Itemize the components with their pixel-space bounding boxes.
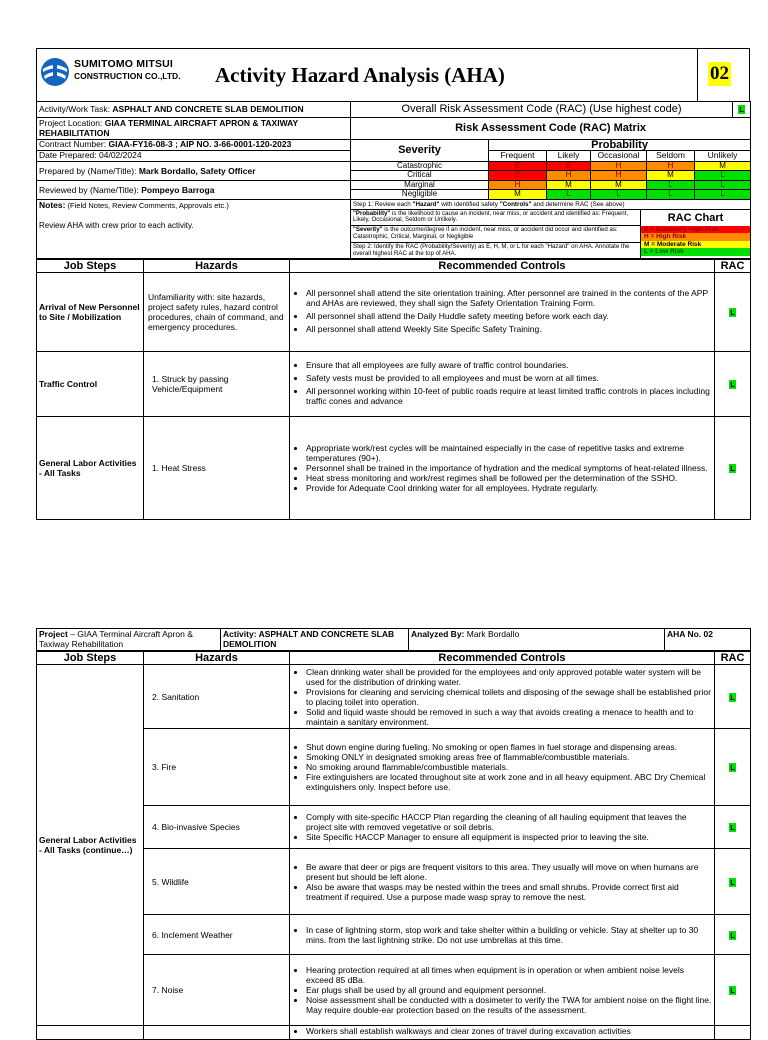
control-item: • Ensure that all employees are fully aware of traffic control boundaries. [306, 360, 712, 370]
col-job-steps: Job Steps [37, 260, 144, 273]
col-hazards: Hazards [144, 652, 290, 665]
notes-text: Review AHA with crew prior to each activity. [39, 220, 194, 230]
control-item: • Heat stress monitoring and work/rest regimes shall be followed per the determination of the SSHO. [306, 473, 712, 483]
table-row [37, 1026, 751, 1040]
hazard: 6. Inclement Weather [144, 915, 290, 955]
controls-cell [290, 273, 715, 352]
rac-cell: M [695, 162, 751, 171]
prob-occasional: Occasional [591, 151, 647, 162]
controls-cell [290, 729, 715, 806]
control-item: • All personnel shall attend the site orientation training. After personnel are trained in the contents of the APP and AHAs are reviewed, they shall sign the Safety Orientation Training Form. [306, 288, 712, 308]
rac-value: L [730, 692, 735, 702]
analyzed-cell: Analyzed By: Mark Bordallo [409, 629, 665, 651]
control-item: • Personnel shall be trained in the importance of hydration and the medical symptoms of heat-related illness. [306, 463, 712, 473]
col-rac: RAC [715, 260, 751, 273]
control-item: • Shut down engine during fueling. No smoking or open flames in fuel storage and dispensing areas. [306, 742, 712, 752]
control-item: • All personnel working within 10-feet of public roads require at least limited traffic controls in places including traffic cones and advance [306, 386, 712, 406]
info-matrix-table [36, 101, 751, 259]
control-item: • Comply with site-specific HACCP Plan regarding the cleaning of all hauling equipment that leaves the project site with removed vegetative or soil debris. [306, 812, 712, 832]
col-controls: Recommended Controls [290, 652, 715, 665]
job-step: General Labor Activities - All Tasks [37, 417, 144, 520]
hazard: 1. Struck by passing Vehicle/Equipment [144, 352, 290, 417]
rac-value-cell [715, 665, 751, 729]
aha-no-cell: AHA No. 02 [665, 629, 751, 651]
rac-cell: E [489, 171, 547, 180]
rac-cell: L [695, 171, 751, 180]
activity-cell: Activity: ASPHALT AND CONCRETE SLAB DEMOLITION [221, 629, 409, 651]
control-item: • Provisions for cleaning and servicing chemical toilets and disposing of the sewage shall be established prior to placing toilet into operation. [306, 687, 712, 707]
project-cell: Project – GIAA Terminal Aircraft Apron & Taxiway Rehabilitation [37, 629, 221, 651]
overall-rac-code: L [739, 104, 744, 114]
control-item: • Clean drinking water shall be provided for the employees and only approved potable water system will be used for the distribution of drinking water. [306, 667, 712, 687]
rac-cell: L [591, 190, 647, 199]
severity-definition: "Severity" is the outcome/degree if an incident, near miss, or accident did occur and identified as: Catastrophic, Critical, Marginal, or Negligible [351, 226, 640, 243]
rac-cell: H [647, 162, 695, 171]
prob-likely: Likely [547, 151, 591, 162]
job-steps-table [36, 259, 751, 520]
controls-cell [290, 352, 715, 417]
controls-cell [290, 849, 715, 915]
control-item: • Fire extinguishers are located throughout site at work zone and in all heavy equipment. ABC Dry Chemical extinguishers only. Inspect before use. [306, 772, 712, 792]
prob-seldom: Seldom [647, 151, 695, 162]
rac-cell: H [591, 171, 647, 180]
rac-cell: M [647, 171, 695, 180]
col-rac: RAC [715, 652, 751, 665]
rac-cell: L [647, 190, 695, 199]
table-row [37, 273, 751, 352]
rac-value-cell [715, 915, 751, 955]
col-job-steps: Job Steps [37, 652, 144, 665]
control-item: • All personnel shall attend Weekly Site Specific Safety Training. [306, 324, 712, 334]
reviewed-cell: Reviewed by (Name/Title): Pompeyo Barroga [37, 180, 351, 199]
company-name: SUMITOMO MITSUI [74, 58, 174, 70]
control-item: • Ear plugs shall be used by all ground and equipment personnel. [306, 985, 712, 995]
rac-value: L [730, 823, 735, 832]
severity-header: Severity [351, 140, 489, 162]
severity-catastrophic: Catastrophic [351, 162, 489, 171]
rac-cell: L [695, 190, 751, 199]
prob-frequent: Frequent [489, 151, 547, 162]
overall-rac-code-cell [733, 102, 751, 118]
page2-steps-table [36, 651, 751, 1040]
doc-number-cell [697, 49, 749, 102]
step1-text: Step 1: Review each "Hazard" with identified safety "Controls" and determine RAC (See above) [351, 200, 750, 210]
rac-chart [641, 210, 750, 259]
control-item: • Hearing protection required at all times when equipment is in operation or when ambient noise levels exceed 85 dBa. [306, 965, 712, 985]
controls-cell [290, 1026, 715, 1040]
control-item: • All personnel shall attend the Daily Huddle safety meeting before work each day. [306, 311, 712, 321]
controls-cell [290, 665, 715, 729]
hazard: 4. Bio-invasive Species [144, 806, 290, 849]
overall-rac-label: Overall Risk Assessment Code (RAC) (Use highest code) [351, 102, 733, 118]
prob-unlikely: Unlikely [695, 151, 751, 162]
table-row [37, 352, 751, 417]
rac-chart-title: RAC Chart [667, 211, 724, 224]
rac-value-cell [715, 273, 751, 352]
rac-cell: E [489, 162, 547, 171]
control-item: • Solid and liquid waste should be removed in such a way that avoids creating a menace to health and to maintain a sanitary environment. [306, 707, 712, 727]
controls-cell [290, 915, 715, 955]
control-item: • Safety vests must be provided to all employees and must be worn at all times. [306, 373, 712, 383]
notes-cell: Notes: (Field Notes, Review Comments, Approvals etc.) Review AHA with crew prior to each activity. [37, 199, 351, 259]
rac-chart-l: L = Low Risk [641, 248, 750, 256]
globe-icon [40, 57, 70, 87]
rac-value: L [730, 930, 735, 940]
rac-cell: L [695, 180, 751, 189]
rac-value-cell [715, 849, 751, 915]
rac-cell: M [489, 190, 547, 199]
job-step: Arrival of New Personnel to Site / Mobilization [37, 273, 144, 352]
hazard: Unfamiliarity with: site hazards, project safety rules, hazard control procedures, chain of command, and emergency procedures. [144, 273, 290, 352]
rac-value: L [730, 380, 735, 390]
hazard: 1. Heat Stress [144, 417, 290, 520]
task-cell: Activity/Work Task: ASPHALT AND CONCRETE SLAB DEMOLITION [37, 102, 351, 118]
location-cell: Project Location: GIAA TERMINAL AIRCRAFT APRON & TAXIWAY REHABILITATION [37, 118, 351, 140]
control-item: • Workers shall establish walkways and clear zones of travel during excavation activities [306, 1026, 712, 1036]
table-row [37, 955, 751, 1026]
probability-header: Probability [489, 140, 751, 151]
hazard: 5. Wildlife [144, 849, 290, 915]
rac-cell: L [647, 180, 695, 189]
rac-value: L [730, 877, 735, 887]
rac-value-cell [715, 417, 751, 520]
severity-critical: Critical [351, 171, 489, 180]
rac-value: L [730, 464, 735, 474]
date-cell: Date Prepared: 04/02/2024 [37, 151, 351, 162]
rac-value-cell [715, 352, 751, 417]
rac-cell: H [547, 171, 591, 180]
hazard: 2. Sanitation [144, 665, 290, 729]
table-row [37, 849, 751, 915]
rac-value: L [730, 986, 735, 995]
control-item: • Appropriate work/rest cycles will be maintained especially in the case of repetitive tasks and extreme temperatures (90+). [306, 443, 712, 463]
aha-page-1 [36, 48, 750, 520]
rac-cell: M [591, 180, 647, 189]
rac-chart-m: M = Moderate Risk [641, 241, 750, 249]
table-row [37, 417, 751, 520]
controls-cell [290, 417, 715, 520]
table-row [37, 729, 751, 806]
controls-cell [290, 955, 715, 1026]
rac-cell: L [547, 190, 591, 199]
job-step: General Labor Activities - All Tasks (continue…) [37, 665, 144, 1026]
company-logo [40, 57, 200, 95]
doc-number: 02 [710, 63, 729, 84]
table-row [37, 915, 751, 955]
rac-value: L [730, 763, 735, 772]
rac-cell: H [591, 162, 647, 171]
hazard: 3. Fire [144, 729, 290, 806]
controls-cell [290, 806, 715, 849]
control-item: • Site Specific HACCP Manager to ensure all equipment is inspected prior to leaving the site. [306, 832, 712, 842]
probability-definition: "Probability" is the likelihood to cause an incident, near miss, or accident and identified as: Frequent, Likely, Occasional, Seldom or Unlikely. [351, 210, 640, 227]
rac-cell: H [489, 180, 547, 189]
aha-page-2 [36, 628, 750, 1040]
col-hazards: Hazards [144, 260, 290, 273]
company-subname: CONSTRUCTION CO.,LTD. [74, 71, 181, 81]
col-controls: Recommended Controls [290, 260, 715, 273]
job-step: Traffic Control [37, 352, 144, 417]
prepared-cell: Prepared by (Name/Title): Mark Bordallo, Safety Officer [37, 162, 351, 181]
rac-value-cell [715, 806, 751, 849]
control-item: • Also be aware that wasps may be nested within the trees and small shrubs. Provide correct first aid treatment if required. Use a purpose made wasp spray to remove the nest. [306, 882, 712, 902]
control-item: • Provide for Adequate Cool drinking water for all employees. Hydrate regularly. [306, 483, 712, 493]
severity-marginal: Marginal [351, 180, 489, 189]
rac-chart-e: E = Extremely High Risk [641, 226, 750, 234]
rac-cell: M [547, 180, 591, 189]
rac-cell: E [547, 162, 591, 171]
table-row [37, 665, 751, 729]
control-item: • Noise assessment shall be conducted with a dosimeter to verify the TWA for ambient noise on the flight line. May require double-ear protection based on the results of the assessment. [306, 995, 712, 1015]
rac-chart-h: H = High Risk [641, 233, 750, 241]
document-header [36, 48, 750, 101]
instructions-cell [351, 199, 751, 259]
page-title: Activity Hazard Analysis (AHA) [215, 63, 505, 87]
severity-negligible: Negligible [351, 190, 489, 199]
rac-value: L [730, 308, 735, 318]
control-item: • Be aware that deer or pigs are frequent visitors to this area. They usually will move on when humans are present but should be left alone. [306, 862, 712, 882]
control-item: • In case of lightning storm, stop work and take shelter within a building or vehicle. Stay at shelter up to 30 mins. from the last lightning strike. Do not use umbrellas at this time. [306, 925, 712, 945]
hazard: 7. Noise [144, 955, 290, 1026]
page2-header-table [36, 628, 751, 651]
step2-text: Step 2: Identify the RAC (Probability/Severity) as E, H, M, or L for each "Hazard" on AHA. Annotate the overall highest RAC at the top of AHA. [353, 242, 630, 257]
rac-value-cell [715, 955, 751, 1026]
control-item: • Smoking ONLY in designated smoking areas free of flammable/combustible materials. [306, 752, 712, 762]
table-row [37, 806, 751, 849]
matrix-title: Risk Assessment Code (RAC) Matrix [351, 118, 751, 140]
control-item: • No smoking around flammable/combustible materials. [306, 762, 712, 772]
rac-value-cell [715, 729, 751, 806]
contract-cell: Contract Number: GIAA-FY16-08-3 ; AIP NO. 3-66-0001-120-2023 [37, 140, 351, 151]
